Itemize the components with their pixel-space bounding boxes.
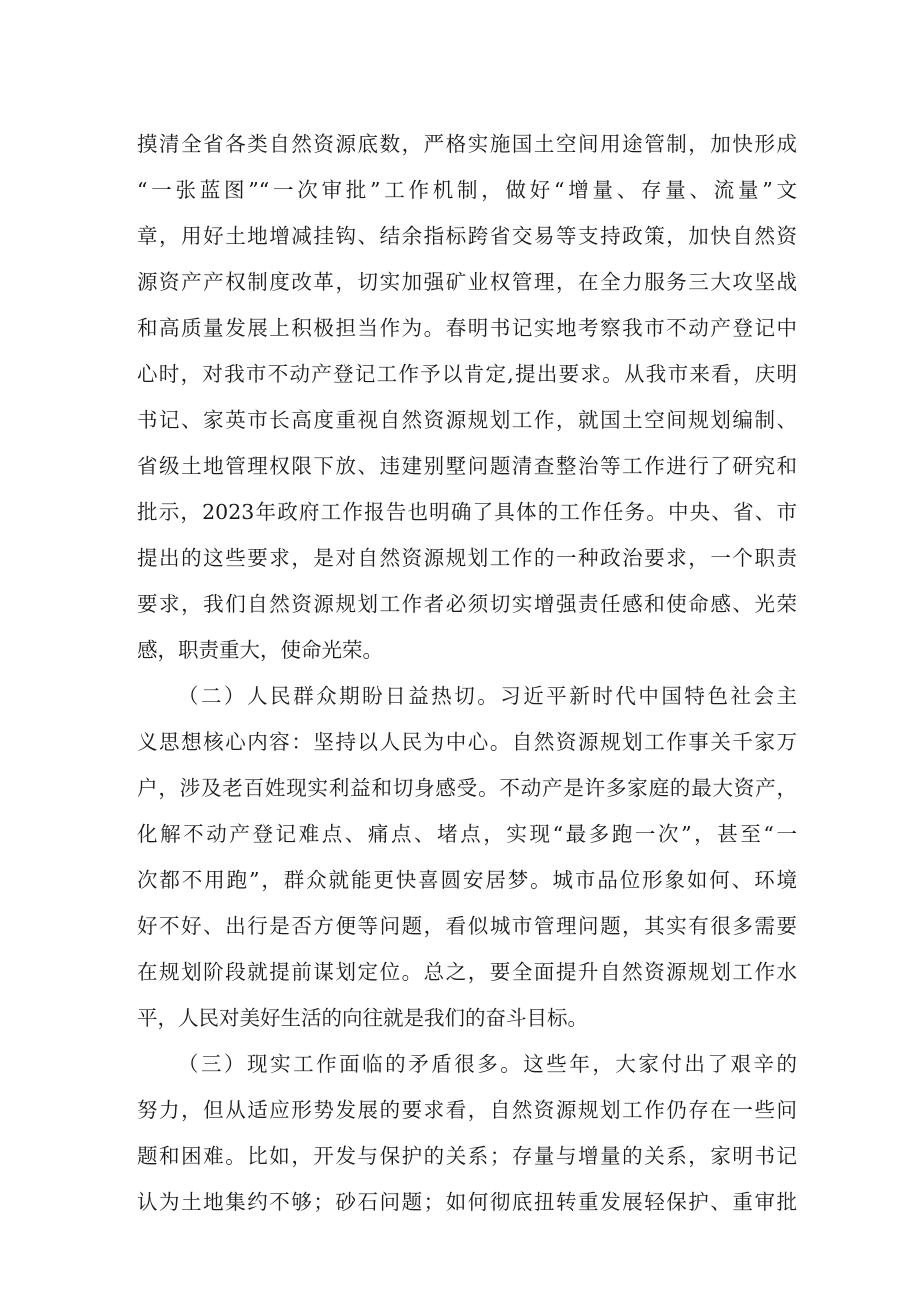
text-line: 要求，我们自然资源规划工作者必须切实增强责任感和使命感、光荣 [137,592,797,616]
text-line: 批示，2023年政府工作报告也明确了具体的工作任务。中央、省、市 [137,500,797,524]
text-line: 题和困难。比如，开发与保护的关系；存量与增量的关系，家明书记 [137,1144,797,1168]
text-line: 心时，对我市不动产登记工作予以肯定,提出要求。从我市来看，庆明 [137,362,797,386]
text-line: 努力，但从适应形势发展的要求看，自然资源规划工作仍存在一些问 [137,1098,797,1122]
text-line: （三）现实工作面临的矛盾很多。这些年，大家付出了艰辛的 [178,1052,797,1076]
text-line: 平，人民对美好生活的向往就是我们的奋斗目标。 [137,1006,588,1030]
text-line: 感，职责重大，使命光荣。 [137,638,383,662]
text-line: 化解不动产登记难点、痛点、堵点，实现“最多跑一次”，甚至“一 [137,822,797,846]
text-line: 认为土地集约不够；砂石问题；如何彻底扭转重发展轻保护、重审批 [137,1190,797,1214]
text-line: “一张蓝图”“一次审批”工作机制，做好“增量、存量、流量”文 [137,178,797,202]
text-line: 次都不用跑”，群众就能更快喜圆安居梦。城市品位形象如何、环境 [137,868,797,892]
text-line: 在规划阶段就提前谋划定位。总之，要全面提升自然资源规划工作水 [137,960,797,984]
text-line: 提出的这些要求，是对自然资源规划工作的一种政治要求，一个职责 [137,546,797,570]
text-line: 省级土地管理权限下放、违建别墅问题清查整治等工作进行了研究和 [137,454,797,478]
text-line: 户，涉及老百姓现实利益和切身感受。不动产是许多家庭的最大资产， [137,776,797,800]
text-line: 摸清全省各类自然资源底数，严格实施国土空间用途管制，加快形成 [137,132,797,156]
text-line: 义思想核心内容：坚持以人民为中心。自然资源规划工作事关千家万 [137,730,797,754]
text-line: 章，用好土地增减挂钩、结余指标跨省交易等支持政策，加快自然资 [137,224,797,248]
text-line: 好不好、出行是否方便等问题，看似城市管理问题，其实有很多需要 [137,914,797,938]
text-line: 源资产产权制度改革，切实加强矿业权管理，在全力服务三大攻坚战 [137,270,797,294]
text-line: 书记、家英市长高度重视自然资源规划工作，就国土空间规划编制、 [137,408,797,432]
text-line: 和高质量发展上积极担当作为。春明书记实地考察我市不动产登记中 [137,316,797,340]
text-line: （二）人民群众期盼日益热切。习近平新时代中国特色社会主 [178,684,797,708]
